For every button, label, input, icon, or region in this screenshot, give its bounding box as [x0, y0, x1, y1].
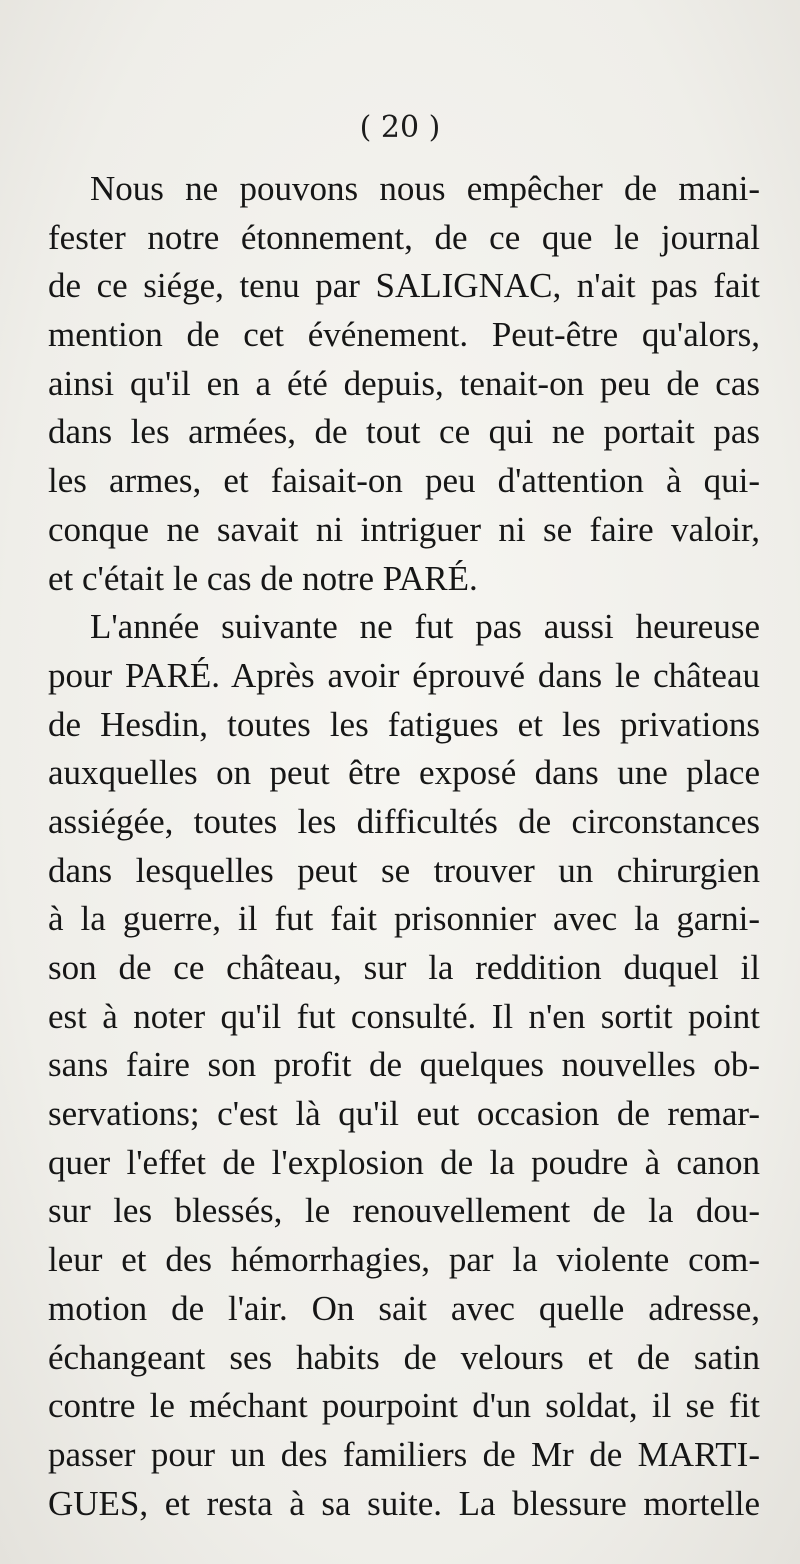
page-number: ( 20 ) — [359, 110, 441, 145]
text-line: dans les armées, de tout ce qui ne portait pas — [48, 412, 760, 452]
body-text — [48, 165, 760, 1528]
text-line: sans faire son profit de quelques nouvelles ob- — [48, 1045, 760, 1085]
text-line: L'année suivante ne fut pas aussi heureuse — [90, 607, 760, 647]
text-line: ainsi qu'il en a été depuis, tenait-on peu de cas — [48, 363, 760, 403]
text-line: pour PARÉ. Après avoir éprouvé dans le château — [48, 655, 760, 695]
text-line: de ce siége, tenu par SALIGNAC, n'ait pas fait — [48, 266, 760, 306]
text-line: motion de l'air. On sait avec quelle adresse, — [48, 1288, 760, 1328]
text-line: GUES, et resta à sa suite. La blessure mortelle — [48, 1483, 760, 1523]
text-line: son de ce château, sur la reddition duquel il — [48, 948, 760, 987]
text-line: conque ne savait ni intriguer ni se faire valoir, — [48, 509, 760, 549]
text-line: de Hesdin, toutes les fatigues et les privations — [48, 704, 760, 744]
text-line: servations; c'est là qu'il eut occasion de remar- — [48, 1094, 760, 1134]
text-line: quer l'effet de l'explosion de la poudre à canon — [48, 1142, 760, 1182]
text-line: à la guerre, il fut fait prisonnier avec la garni- — [48, 899, 760, 939]
text-line: auxquelles on peut être exposé dans une place — [48, 753, 760, 793]
text-line: passer pour un des familiers de Mr de MARTI- — [48, 1434, 760, 1474]
text-line: et c'était le cas de notre PARÉ. — [48, 558, 478, 598]
text-line: échangeant ses habits de velours et de satin — [48, 1337, 760, 1377]
text-line: contre le méchant pourpoint d'un soldat, il se fit — [48, 1386, 760, 1426]
text-line: sur les blessés, le renouvellement de la dou- — [48, 1191, 760, 1231]
text-line: fester notre étonnement, de ce que le journal — [48, 217, 760, 257]
text-line: les armes, et faisait-on peu d'attention à qui- — [48, 461, 760, 501]
text-line: leur et des hémorrhagies, par la violente com- — [48, 1240, 760, 1280]
text-line: est à noter qu'il fut consulté. Il n'en sortit point — [48, 996, 760, 1036]
text-line: mention de cet événement. Peut-être qu'alors, — [48, 315, 760, 355]
text-line: dans lesquelles peut se trouver un chirurgien — [48, 850, 760, 890]
text-line: assiégée, toutes les difficultés de circonstances — [48, 801, 760, 841]
text-line: Nous ne pouvons nous empêcher de mani- — [90, 169, 760, 208]
